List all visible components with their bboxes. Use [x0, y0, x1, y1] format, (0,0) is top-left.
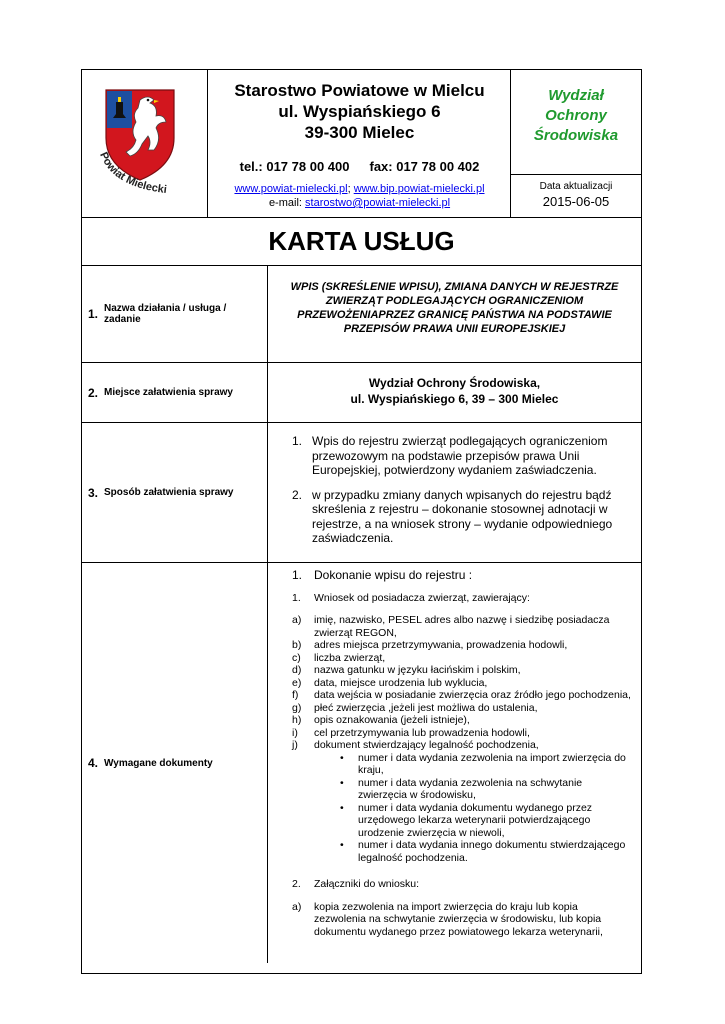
- list-item: [292, 664, 631, 677]
- table-row: [82, 423, 641, 563]
- list-number: 2.: [292, 487, 303, 502]
- county-coat-of-arms-logo: [82, 70, 208, 217]
- bullet-item: [292, 839, 631, 864]
- contact-phones: [208, 159, 511, 174]
- list-text: opis oznakowania (jeżeli istnieje),: [314, 714, 470, 726]
- bullet-icon: •: [340, 751, 344, 764]
- list-item: [292, 739, 631, 752]
- update-date: 2015-06-05: [542, 194, 610, 209]
- list-number: 1.: [292, 568, 303, 582]
- list-item: [292, 639, 631, 652]
- table-row: [82, 363, 641, 423]
- bullet-item: [292, 802, 631, 840]
- list-item: [292, 901, 631, 939]
- page-title: KARTA USŁUG: [82, 218, 641, 266]
- bullet-icon: •: [340, 801, 344, 814]
- row-number: 4.: [88, 756, 99, 770]
- application-heading: [292, 592, 631, 605]
- website-link[interactable]: www.powiat-mielecki.pl: [234, 183, 348, 195]
- list-item: [292, 614, 631, 639]
- list-marker: d): [292, 664, 302, 676]
- department-line-3: Środowiska: [533, 127, 619, 144]
- row-label: Nazwa działania / usługa / zadanie: [104, 303, 227, 325]
- logo-lettering: Powiat Mielecki: [97, 150, 168, 196]
- list-item: [292, 689, 631, 702]
- email-line: [208, 197, 511, 209]
- bip-website-link[interactable]: www.bip.powiat-mielecki.pl: [353, 183, 485, 195]
- service-location: [268, 363, 641, 422]
- phone-number: tel.: 017 78 00 400: [239, 159, 350, 174]
- row-number: 3.: [88, 485, 99, 500]
- department-line-1: Wydział: [548, 87, 604, 104]
- email-label: e-mail:: [268, 197, 302, 209]
- list-marker: c): [292, 651, 301, 664]
- row-label: Sposób załatwienia sprawy: [104, 487, 234, 498]
- row-label-cell: [82, 563, 268, 963]
- location-line-1: Wydział Ochrony Środowiska,: [368, 376, 541, 390]
- list-text: data, miejsce urodzenia lub wyklucia,: [314, 676, 488, 689]
- bullet-item: [292, 777, 631, 802]
- row-number: 1.: [88, 307, 99, 321]
- table-row: [82, 563, 641, 974]
- list-number: 2.: [292, 878, 301, 890]
- row-label: Wymagane dokumenty: [104, 757, 213, 769]
- list-text: płeć zwierzęcia ,jeżeli jest możliwa do ustalenia,: [314, 701, 538, 714]
- attachments-heading: [292, 878, 631, 891]
- list-item: [292, 488, 629, 546]
- list-marker: g): [292, 701, 302, 714]
- list-text: Wniosek od posiadacza zwierząt, zawierający:: [314, 591, 530, 604]
- list-text: imię, nazwisko, PESEL adres albo nazwę i siedzibę posiadacza zwierząt REGON,: [314, 614, 610, 639]
- list-text: dokument stwierdzający legalność pochodzenia,: [314, 739, 539, 751]
- list-marker: a): [292, 614, 302, 626]
- list-marker: i): [292, 726, 298, 739]
- header: [82, 70, 641, 218]
- list-marker: e): [292, 676, 302, 689]
- list-marker: b): [292, 639, 302, 651]
- list-text: liczba zwierząt,: [314, 651, 386, 664]
- list-item: [292, 727, 631, 740]
- list-text: Dokonanie wpisu do rejestru :: [314, 568, 473, 582]
- list-item: [292, 714, 631, 727]
- service-name: WPIS (SKREŚLENIE WPISU), ZMIANA DANYCH W REJESTRZE ZWIERZĄT PODLEGAJĄCYCH OGRANICZENIOM PRZEWOŻENIAPRZEZ GRANICĘ PAŃSTWA NA PODSTAWIE PRZEPISÓW PRAWA UNII EUROPEJSKIEJ: [290, 281, 619, 335]
- row-number: 2.: [88, 385, 99, 400]
- row-label: Miejsce załatwienia sprawy: [104, 387, 233, 398]
- row-label-cell: [82, 423, 268, 562]
- list-item: [292, 652, 631, 665]
- list-text: w przypadku zmiany danych wpisanych do rejestru bądź skreślenia z rejestru – dokonanie stosownej adnotacji w rejestrze, a na wniosek strony – wydanie odpowiedniego zaświadczenia.: [312, 487, 613, 545]
- bullet-text: numer i data wydania innego dokumentu stwierdzającego legalność pochodzenia.: [358, 839, 626, 864]
- department-line-2: Ochrony: [545, 107, 607, 124]
- email-link[interactable]: starostwo@powiat-mielecki.pl: [305, 197, 451, 209]
- row-label-cell: [82, 363, 268, 422]
- office-street: ul. Wyspiańskiego 6: [278, 102, 441, 121]
- list-text: data wejścia w posiadanie zwierzęcia oraz źródło jego pochodzenia,: [314, 689, 631, 701]
- list-number: 1.: [292, 591, 301, 604]
- required-documents: [268, 563, 641, 974]
- bullet-icon: •: [340, 776, 344, 789]
- list-number: 1.: [292, 434, 303, 448]
- department-cell: [511, 70, 641, 175]
- office-name: Starostwo Powiatowe w Mielcu: [234, 81, 485, 100]
- list-marker: j): [292, 739, 298, 751]
- bullet-text: numer i data wydania zezwolenia na schwytanie zwierzęcia w środowisku,: [358, 776, 583, 801]
- handling-method: [268, 423, 641, 562]
- list-item: [292, 677, 631, 690]
- location-line-2: ul. Wyspiańskiego 6, 39 – 300 Mielec: [350, 392, 559, 406]
- bullet-icon: •: [340, 839, 344, 851]
- list-marker: h): [292, 714, 302, 726]
- fax-number: fax: 017 78 00 402: [369, 159, 480, 174]
- website-separator: ;: [347, 183, 351, 195]
- list-text: cel przetrzymywania lub prowadzenia hodowli,: [314, 726, 530, 739]
- update-cell: [511, 175, 641, 217]
- list-item: [292, 434, 629, 478]
- bullet-text: numer i data wydania dokumentu wydanego przez urzędowego lekarza weterynarii potwierdzającego urodzenie zwierzęcia w niewoli,: [358, 801, 593, 839]
- office-info: [208, 70, 511, 217]
- list-marker: a): [292, 900, 302, 913]
- table-row: [82, 266, 641, 363]
- logo-cell: [82, 70, 208, 217]
- office-postal-city: 39-300 Mielec: [304, 123, 415, 142]
- bullet-item: [292, 752, 631, 777]
- service-card: [81, 69, 642, 974]
- update-label: Data aktualizacji: [539, 181, 613, 192]
- list-text: Załączniki do wniosku:: [314, 878, 420, 890]
- documents-heading: [292, 569, 631, 582]
- list-marker: f): [292, 689, 299, 701]
- department-name: [511, 70, 641, 146]
- bullet-text: numer i data wydania zezwolenia na import zwierzęcia do kraju,: [358, 751, 626, 776]
- row-label-cell: [82, 266, 268, 362]
- list-text: nazwa gatunku w języku łacińskim i polskim,: [314, 664, 521, 676]
- list-item: [292, 702, 631, 715]
- list-text: adres miejsca przetrzymywania, prowadzenia hodowli,: [314, 639, 568, 651]
- list-text: kopia zezwolenia na import zwierzęcia do kraju lub kopia zezwolenia na schwytanie zwierzęcia w środowisku, lub kopia dokumentu wydanego przez powiatowego lekarza weterynarii,: [314, 900, 603, 938]
- website-links: [208, 183, 511, 195]
- list-text: Wpis do rejestru zwierząt podlegających ograniczeniom przewozowym na podstawie przepisów prawa Unii Europejskiej, potwierdzony wydaniem zaświadczenia.: [312, 434, 608, 477]
